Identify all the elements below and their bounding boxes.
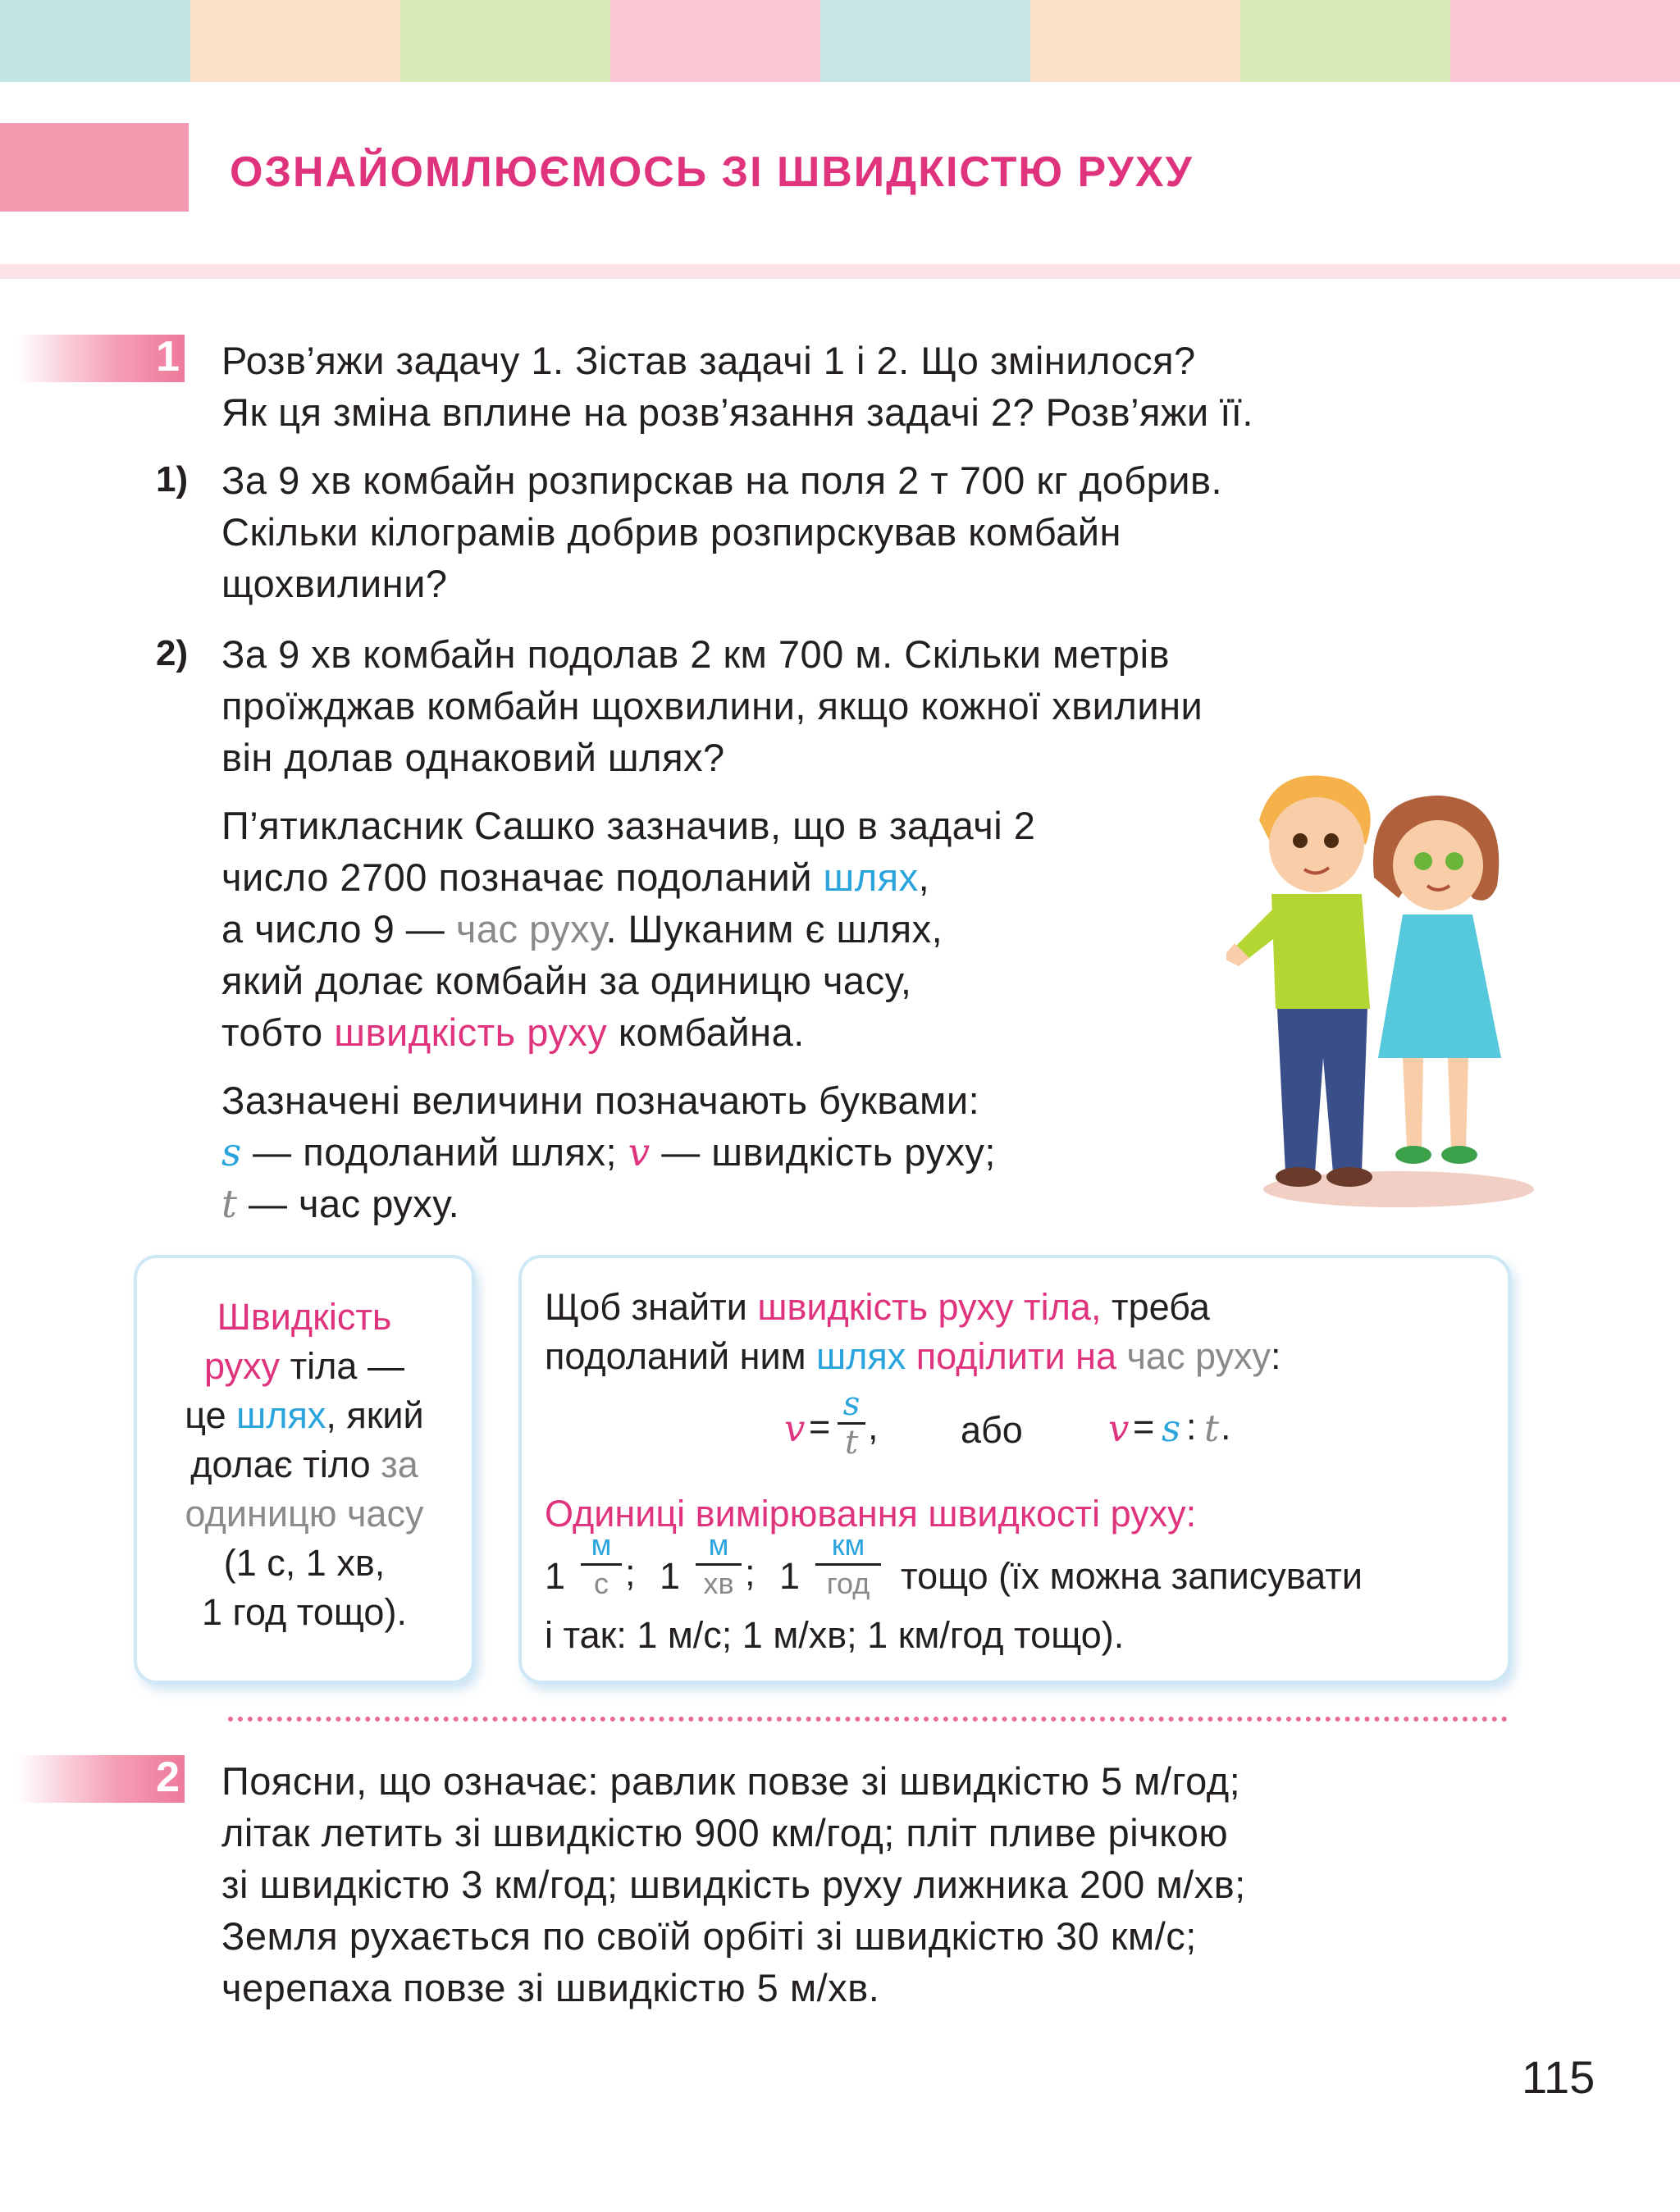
unit-separator: ; [625, 1552, 636, 1594]
formula-comma: , [868, 1406, 879, 1448]
task2-badge [16, 1755, 185, 1803]
unit-one: 1 [660, 1555, 681, 1597]
unit-fraction-kmph [815, 1529, 881, 1600]
letters-text: — час руху. [237, 1182, 460, 1225]
units-title: Одиниці вимірювання швидкості руху: [545, 1493, 1197, 1535]
formula-v: v [784, 1407, 806, 1450]
header-stripe-2 [190, 0, 400, 82]
letter-s: s [221, 1130, 242, 1175]
part2-label: 2) [156, 633, 189, 673]
unit-numerator: м [591, 1528, 612, 1562]
unit-one: 1 [779, 1555, 801, 1597]
header-stripe-5 [820, 0, 1030, 82]
task1-number: 1 [156, 333, 180, 381]
task1-intro-line: Як ця зміна вплине на розв’язання задачі 2? Розв’яжи її. [221, 390, 1253, 434]
definition-text: долає тіло [190, 1444, 381, 1485]
term-path: шлях [823, 855, 919, 899]
boy-eye [1293, 833, 1308, 848]
note-line [221, 903, 943, 955]
term-time: час руху [455, 907, 606, 951]
note-text: число 2700 позначає подоланий [221, 855, 824, 899]
task2-number: 2 [156, 1754, 180, 1801]
title-block [0, 123, 189, 212]
rule-text: подоланий ним [545, 1335, 817, 1377]
girl-shoe [1395, 1146, 1431, 1164]
note-line: П’ятикласник Сашко зазначив, що в задачі 2 [221, 804, 1036, 847]
note-text: . Шуканим є шлях, [605, 907, 943, 951]
dotted-separator [228, 1717, 1508, 1722]
rule-term-divide: поділити на [906, 1335, 1116, 1377]
definition-term-time: за [381, 1444, 418, 1485]
part2-line: За 9 хв комбайн подолав 2 км 700 м. Скільки метрів [221, 632, 1170, 676]
letter-v: v [628, 1130, 651, 1175]
formula-denominator-t: t [844, 1424, 859, 1462]
letters-line [221, 1126, 996, 1179]
header-stripe-7 [1240, 0, 1450, 82]
boy-head [1269, 797, 1364, 892]
children-illustration [1226, 763, 1538, 1210]
unit-fraction-mpmin [696, 1529, 742, 1600]
formula2-colon: : [1186, 1406, 1197, 1448]
note-text: комбайна. [607, 1010, 805, 1054]
definition-text: це [185, 1394, 237, 1436]
rule-text: Щоб знайти [545, 1286, 758, 1328]
formula2-s: s [1162, 1407, 1181, 1450]
unit-numerator: м [708, 1528, 729, 1562]
rule-term-path: шлях [816, 1335, 906, 1377]
note-line [221, 1006, 805, 1058]
rule-box [518, 1255, 1511, 1684]
fraction-bar [581, 1563, 622, 1566]
rule-text: : [1270, 1335, 1281, 1377]
formula-numerator-s: s [842, 1385, 861, 1423]
unit-separator: ; [745, 1552, 756, 1594]
boy-trousers [1277, 1009, 1367, 1173]
part2-line: він долав однаковий шлях? [221, 736, 725, 779]
unit-denominator: год [826, 1567, 870, 1600]
note-text: тобто [221, 1010, 335, 1054]
unit-numerator: км [831, 1528, 865, 1562]
rule-line [545, 1332, 1281, 1381]
unit-fraction-mps [581, 1529, 622, 1600]
header-stripe-3 [400, 0, 610, 82]
definition-box [134, 1255, 475, 1684]
definition-line: (1 с, 1 хв, [223, 1542, 386, 1584]
letters-line [221, 1178, 459, 1230]
definition-line [137, 1342, 472, 1391]
formula2-v: v [1108, 1407, 1130, 1450]
rule-line [545, 1283, 1210, 1332]
boy-shoe [1326, 1167, 1372, 1187]
page-number: 115 [1522, 2051, 1596, 2103]
unit-denominator: хв [703, 1567, 734, 1600]
definition-text: , який [326, 1394, 424, 1436]
task2-line: Поясни, що означає: равлик повзе зі швидкістю 5 м/год; [221, 1759, 1241, 1803]
task2-line: літак летить зі швидкістю 900 км/год; пліт пливе річкою [221, 1811, 1229, 1854]
girl-head [1393, 820, 1483, 910]
note-text: а число 9 — [221, 907, 456, 951]
header-stripe-8 [1450, 0, 1680, 82]
task1-intro-line: Розв’яжи задачу 1. Зістав задачі 1 і 2. Що змінилося? [221, 339, 1196, 382]
girl-leg [1448, 1058, 1468, 1148]
boy-shirt [1271, 894, 1370, 1009]
definition-term-path: шлях [236, 1394, 326, 1436]
rule-text: треба [1101, 1286, 1210, 1328]
note-text: , [918, 855, 930, 899]
header-stripe-4 [610, 0, 820, 82]
note-line: який долає комбайн за одиницю часу, [221, 959, 912, 1002]
definition-text: тіла — [280, 1345, 404, 1387]
task2-line: зі швидкістю 3 км/год; швидкість руху лижника 200 м/хв; [221, 1863, 1246, 1906]
part1-line: щохвилини? [221, 562, 448, 605]
girl-dress [1378, 914, 1501, 1058]
girl-eye [1414, 852, 1432, 870]
task2-line: черепаха повзе зі швидкістю 5 м/хв. [221, 1966, 880, 2009]
title-divider [0, 264, 1680, 279]
boy-eye [1324, 833, 1339, 848]
girl-leg [1403, 1058, 1423, 1148]
girl-shoe [1441, 1146, 1477, 1164]
fraction-bar [815, 1563, 881, 1566]
boy-shoe [1276, 1167, 1322, 1187]
task2-line: Земля рухається по своїй орбіті зі швидкістю 30 км/с; [221, 1914, 1197, 1958]
definition-term-motion: руху [204, 1345, 281, 1387]
fraction-bar [696, 1563, 742, 1566]
formula2-equals: = [1133, 1406, 1155, 1448]
formula-equals: = [809, 1406, 831, 1448]
definition-line [137, 1391, 472, 1440]
letters-text: — швидкість руху; [650, 1130, 996, 1174]
rule-term-speed: швидкість руху тіла, [757, 1286, 1102, 1328]
formula2-dot: . [1221, 1406, 1231, 1448]
part1-label: 1) [156, 459, 189, 499]
definition-line: Швидкість [217, 1296, 392, 1338]
rule-term-time: час руху [1116, 1335, 1271, 1377]
formula-or: або [961, 1409, 1023, 1451]
part2-line: проїжджав комбайн щохвилини, якщо кожної хвилини [221, 684, 1203, 727]
term-speed: швидкість руху [334, 1010, 608, 1054]
page-title: ОЗНАЙОМЛЮЄМОСЬ ЗІ ШВИДКІСТЮ РУХУ [230, 148, 1194, 196]
task1-badge [16, 335, 185, 382]
note-line [221, 851, 929, 903]
units-line2: і так: 1 м/с; 1 м/хв; 1 км/год тощо). [545, 1614, 1125, 1656]
letters-text: — подоланий шлях; [241, 1130, 628, 1174]
definition-line: одиницю часу [185, 1493, 424, 1535]
definition-line [137, 1440, 472, 1489]
unit-denominator: с [594, 1567, 609, 1600]
formula-fraction [838, 1385, 865, 1462]
part1-line: За 9 хв комбайн розпирскав на поля 2 т 700 кг добрив. [221, 458, 1223, 502]
units-tail: тощо (їх можна записувати [901, 1555, 1363, 1597]
formula2-t: t [1204, 1407, 1220, 1450]
unit-one: 1 [545, 1555, 566, 1597]
letter-t: t [221, 1182, 238, 1227]
part1-line: Скільки кілограмів добрив розпирскував комбайн [221, 510, 1121, 554]
definition-line: 1 год тощо). [202, 1591, 407, 1633]
header-stripe-6 [1030, 0, 1240, 82]
header-stripe-1 [0, 0, 190, 82]
letters-line: Зазначені величини позначають буквами: [221, 1079, 980, 1122]
girl-eye [1445, 852, 1463, 870]
